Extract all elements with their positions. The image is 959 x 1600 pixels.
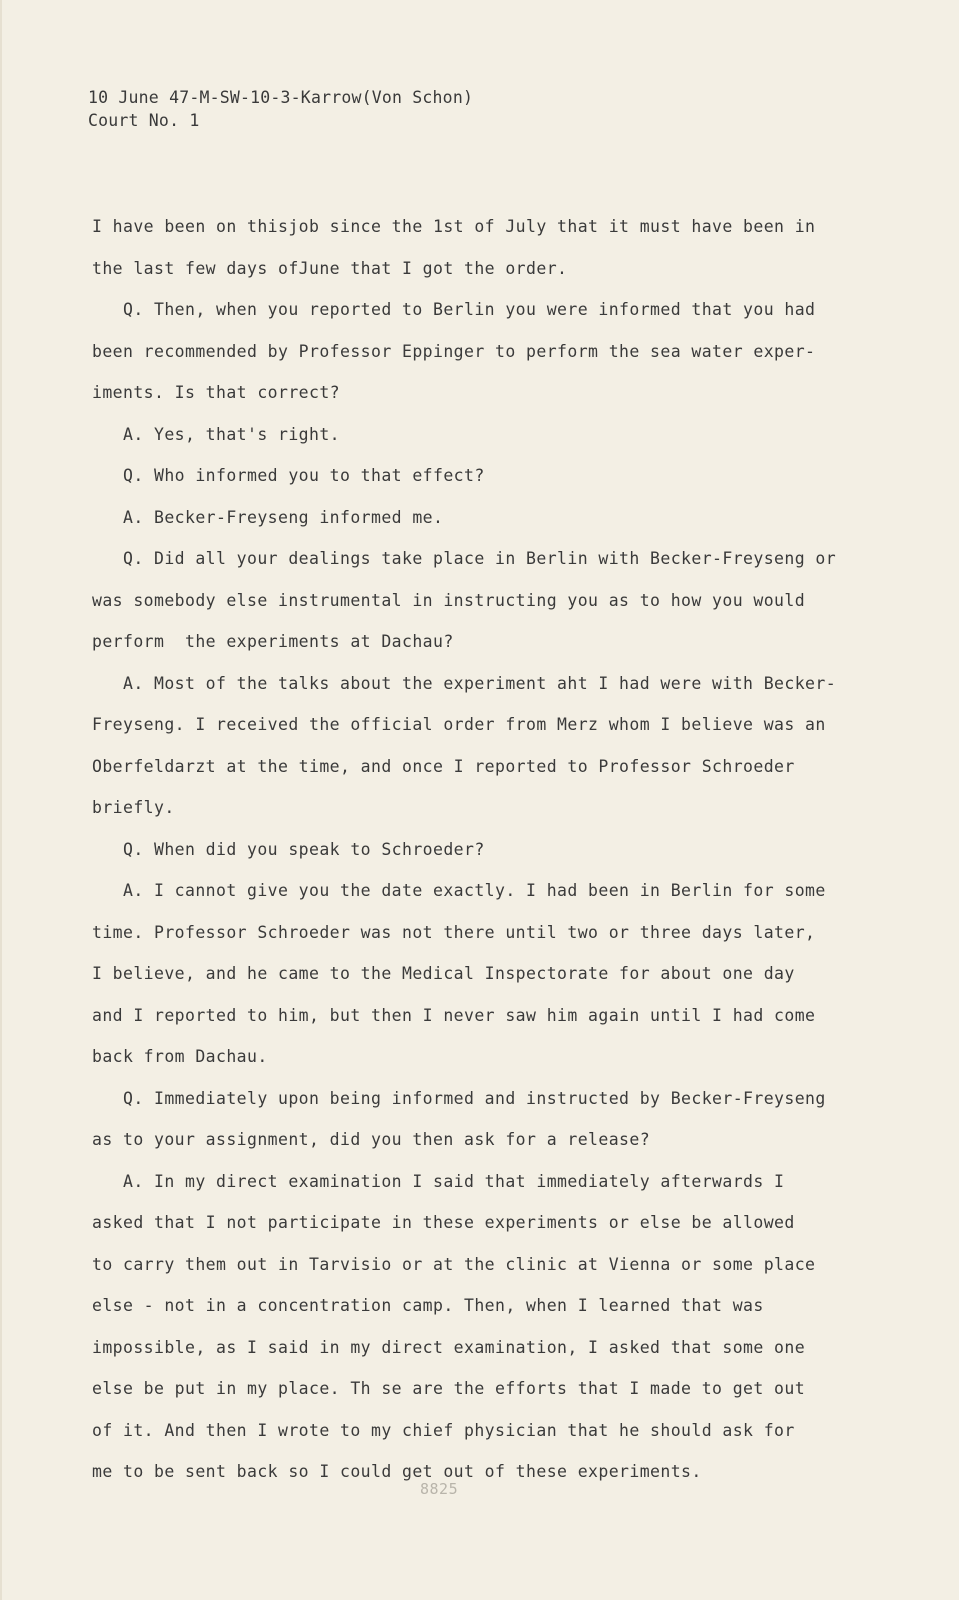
transcript-line: iments. Is that correct? bbox=[92, 383, 341, 402]
transcript-line: Q. Did all your dealings take place in Berlin with Becker-Freyseng or bbox=[92, 549, 837, 568]
transcript-line: of it. And then I wrote to my chief physician that he should ask for bbox=[92, 1420, 795, 1440]
transcript-line: was somebody else instrumental in instructing you as to how you would bbox=[92, 590, 806, 610]
transcript-line: to carry them out in Tarvisio or at the clinic at Vienna or some place bbox=[92, 1254, 816, 1274]
transcript-body bbox=[92, 206, 837, 1493]
transcript-line: A. I cannot give you the date exactly. I had been in Berlin for some bbox=[92, 881, 826, 900]
transcript-line: asked that I not participate in these experiments or else be allowed bbox=[92, 1213, 795, 1232]
header-court-line: Court No. 1 bbox=[88, 111, 200, 130]
transcript-line: Q. When did you speak to Schroeder? bbox=[92, 839, 485, 859]
transcript-line: and I reported to him, but then I never saw him again until I had come bbox=[92, 1005, 816, 1025]
transcript-line: as to your assignment, did you then ask for a release? bbox=[92, 1130, 651, 1149]
transcript-line: A. Becker-Freyseng informed me. bbox=[92, 507, 444, 527]
transcript-line: briefly. bbox=[92, 798, 175, 817]
transcript-line: the last few days ofJune that I got the order. bbox=[92, 258, 568, 278]
transcript-line: I have been on thisjob since the 1st of July that it must have been in bbox=[92, 217, 816, 236]
transcript-line: A. In my direct examination I said that immediately afterwards I bbox=[92, 1171, 785, 1191]
transcript-line: A. Most of the talks about the experiment aht I had were with Becker- bbox=[92, 673, 837, 693]
transcript-line: been recommended by Professor Eppinger to perform the sea water exper- bbox=[92, 341, 816, 361]
transcript-line: Freyseng. I received the official order from Merz whom I believe was an bbox=[92, 715, 826, 734]
transcript-line: Q. Then, when you reported to Berlin you were informed that you had bbox=[92, 300, 816, 319]
transcript-line: I believe, and he came to the Medical Inspectorate for about one day bbox=[92, 964, 795, 983]
transcript-line: Oberfeldarzt at the time, and once I reported to Professor Schroeder bbox=[92, 756, 795, 776]
transcript-line: else - not in a concentration camp. Then, when I learned that was bbox=[92, 1296, 764, 1315]
transcript-line: time. Professor Schroeder was not there until two or three days later, bbox=[92, 922, 816, 942]
transcript-line: else be put in my place. Th se are the efforts that I made to get out bbox=[92, 1379, 806, 1398]
document-header bbox=[88, 86, 473, 132]
transcript-line: Q. Immediately upon being informed and instructed by Becker-Freyseng bbox=[92, 1088, 826, 1108]
transcript-line: impossible, as I said in my direct examination, I asked that some one bbox=[92, 1337, 806, 1357]
header-session-line: 10 June 47-M-SW-10-3-Karrow(Von Schon) bbox=[88, 88, 474, 107]
page-number: 8825 bbox=[420, 1480, 459, 1498]
transcript-line: back from Dachau. bbox=[92, 1047, 268, 1066]
transcript-line: me to be sent back so I could get out of these experiments. bbox=[92, 1462, 702, 1481]
transcript-line: Q. Who informed you to that effect? bbox=[92, 466, 485, 485]
transcript-line: perform the experiments at Dachau? bbox=[92, 632, 454, 651]
transcript-line: A. Yes, that's right. bbox=[92, 424, 341, 444]
